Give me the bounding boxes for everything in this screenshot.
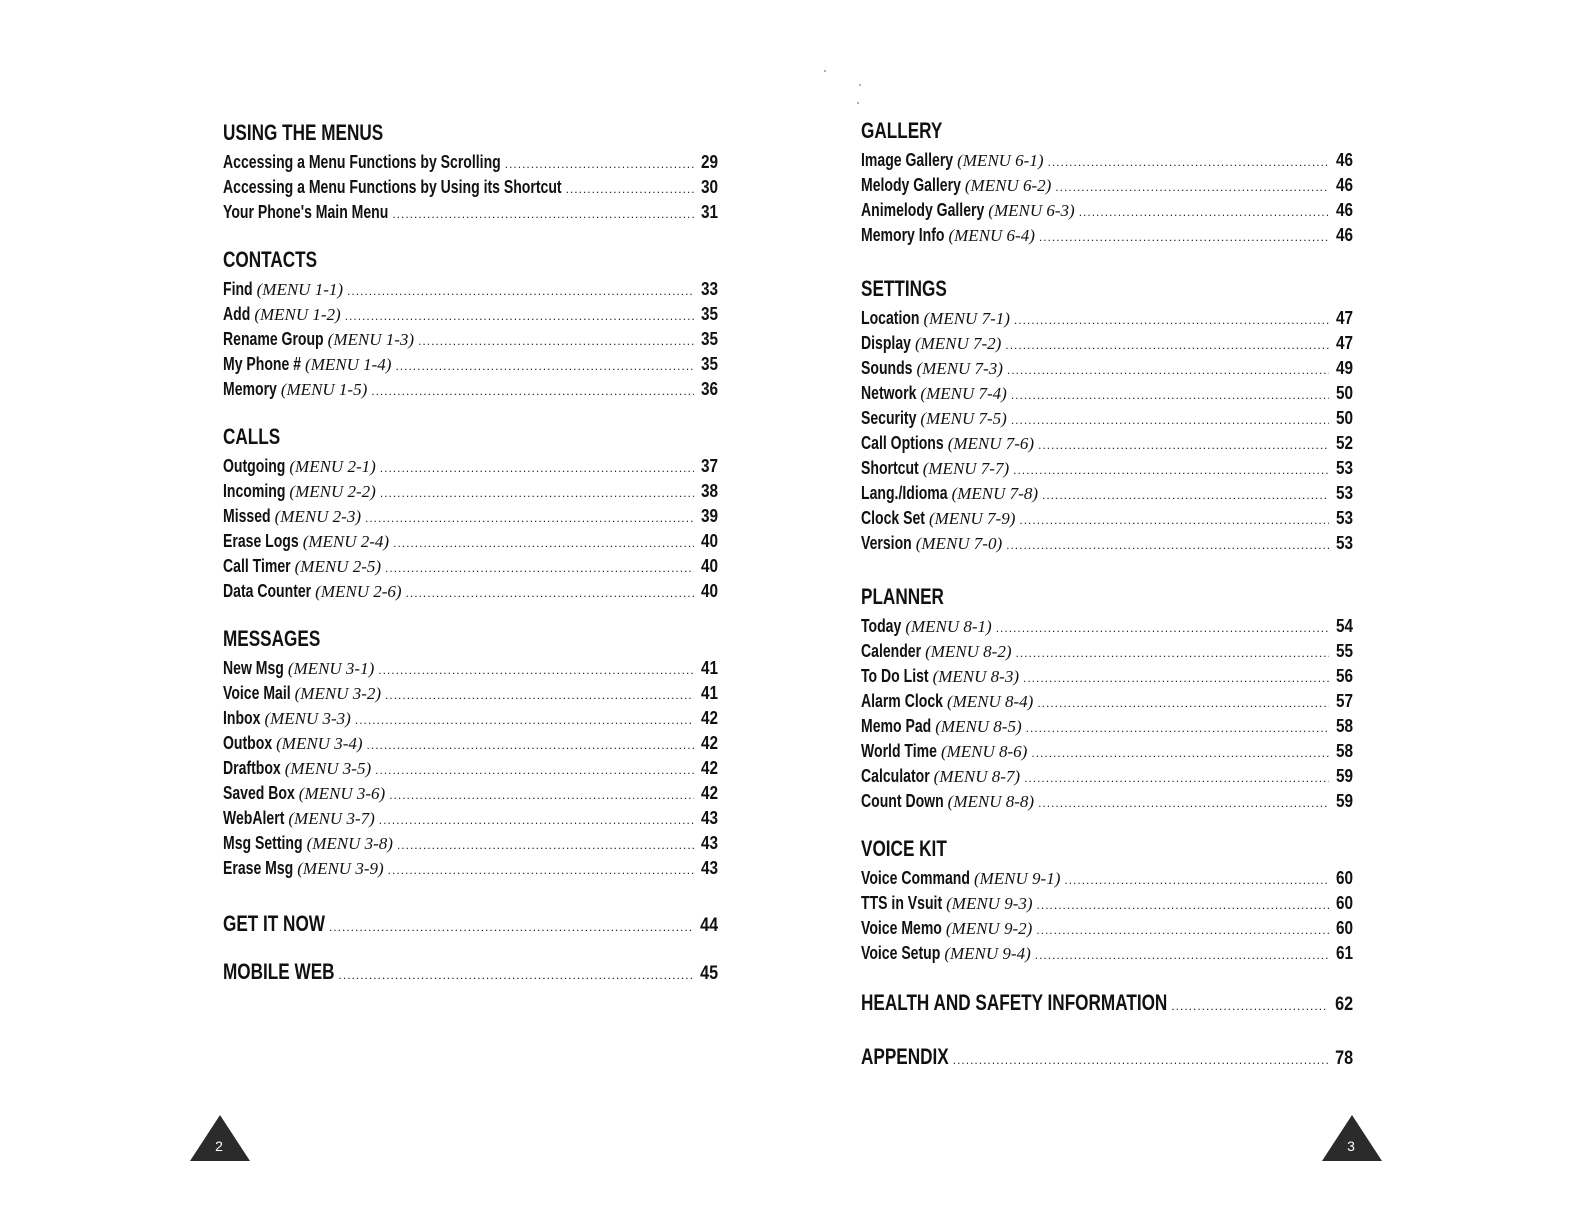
entry-page: 58 xyxy=(1335,741,1353,761)
menu-reference: (MENU 2-2) xyxy=(289,482,376,501)
toc-entry[interactable] xyxy=(861,306,1353,331)
leader-dots xyxy=(367,733,694,758)
toc-entry[interactable] xyxy=(223,554,718,579)
menu-reference: (MENU 6-3) xyxy=(988,201,1075,220)
menu-reference: (MENU 3-4) xyxy=(276,734,363,753)
entry-label: To Do List xyxy=(861,666,929,686)
entry-page: 60 xyxy=(1335,868,1353,888)
menu-reference: (MENU 8-4) xyxy=(946,692,1034,711)
entry-page: 42 xyxy=(700,708,718,728)
menu-reference: (MENU 9-4) xyxy=(944,944,1031,963)
toc-entry[interactable] xyxy=(861,223,1353,248)
entry-label: Calender xyxy=(861,641,922,661)
entry-label: TTS in Vsuit xyxy=(861,893,943,913)
entry-page: 54 xyxy=(1335,616,1353,636)
leader-dots xyxy=(380,456,694,481)
entry-label: GET IT NOW xyxy=(223,911,325,936)
toc-entry[interactable] xyxy=(223,352,718,377)
toc-entry[interactable] xyxy=(861,173,1353,198)
toc-entry-get-it-now[interactable] xyxy=(223,907,718,941)
entry-label: Count Down xyxy=(861,791,944,811)
entry-page: 62 xyxy=(1335,994,1353,1015)
leader-dots xyxy=(1038,791,1329,816)
entry-label: HEALTH AND SAFETY INFORMATION xyxy=(861,990,1168,1015)
leader-dots xyxy=(566,177,694,202)
leader-dots xyxy=(1038,433,1329,458)
toc-entry[interactable] xyxy=(861,356,1353,381)
entry-label: Security xyxy=(861,408,917,428)
menu-reference: (MENU 7-1) xyxy=(923,309,1010,328)
menu-reference: (MENU 7-6) xyxy=(947,434,1035,453)
toc-entry[interactable] xyxy=(861,431,1353,456)
entry-label: Voice Setup xyxy=(861,943,941,963)
menu-reference: (MENU 3-8) xyxy=(306,834,393,853)
toc-section-planner xyxy=(861,582,1353,814)
entry-page: 56 xyxy=(1335,666,1353,686)
leader-dots xyxy=(1006,533,1329,558)
toc-entry[interactable] xyxy=(223,756,718,781)
entry-page: 60 xyxy=(1335,893,1353,913)
menu-reference: (MENU 9-1) xyxy=(973,869,1061,888)
section-title: MESSAGES xyxy=(223,626,321,651)
menu-reference: (MENU 8-3) xyxy=(932,667,1019,686)
toc-entry[interactable] xyxy=(861,481,1353,506)
leader-dots xyxy=(996,616,1329,641)
entry-label: MOBILE WEB xyxy=(223,959,335,984)
entry-label: Clock Set xyxy=(861,508,925,528)
toc-entry[interactable] xyxy=(223,529,718,554)
menu-reference: (MENU 2-4) xyxy=(302,532,390,551)
entry-page: 30 xyxy=(700,177,718,197)
toc-entry[interactable] xyxy=(861,789,1353,814)
entry-page: 57 xyxy=(1335,691,1353,711)
menu-reference: (MENU 8-7) xyxy=(933,767,1021,786)
entry-label: Missed xyxy=(223,506,271,526)
toc-entry[interactable] xyxy=(861,456,1353,481)
leader-dots xyxy=(379,808,694,833)
toc-entry[interactable] xyxy=(223,656,718,681)
scan-speck xyxy=(859,84,861,86)
entry-label: Animelody Gallery xyxy=(861,200,985,220)
entry-label: Add xyxy=(223,304,251,324)
leader-dots xyxy=(378,658,694,683)
entry-page: 43 xyxy=(700,808,718,828)
toc-entry-health-and-safety[interactable] xyxy=(861,986,1353,1020)
menu-reference: (MENU 3-9) xyxy=(297,859,384,878)
leader-dots xyxy=(385,683,694,708)
entry-label: World Time xyxy=(861,741,937,761)
entry-label: Inbox xyxy=(223,708,261,728)
menu-reference: (MENU 8-1) xyxy=(905,617,992,636)
entry-page: 50 xyxy=(1335,408,1353,428)
leader-dots xyxy=(1037,893,1329,918)
menu-reference: (MENU 1-1) xyxy=(256,280,344,299)
entry-page: 35 xyxy=(700,354,718,374)
menu-reference: (MENU 2-1) xyxy=(289,457,376,476)
leader-dots xyxy=(392,202,694,227)
leader-dots xyxy=(397,833,694,858)
menu-reference: (MENU 8-6) xyxy=(940,742,1028,761)
leader-dots xyxy=(1024,766,1329,791)
leader-dots xyxy=(1036,918,1329,943)
toc-entry[interactable] xyxy=(223,504,718,529)
toc-entry[interactable] xyxy=(861,689,1353,714)
leader-dots xyxy=(1079,200,1329,225)
entry-page: 60 xyxy=(1335,918,1353,938)
menu-reference: (MENU 7-5) xyxy=(920,409,1007,428)
entry-page: 55 xyxy=(1335,641,1353,661)
entry-label: Alarm Clock xyxy=(861,691,943,711)
menu-reference: (MENU 3-2) xyxy=(294,684,382,703)
toc-entry[interactable] xyxy=(861,381,1353,406)
entry-label: Location xyxy=(861,308,920,328)
toc-entry[interactable] xyxy=(223,150,718,175)
leader-dots xyxy=(505,152,694,177)
menu-reference: (MENU 2-5) xyxy=(294,557,382,576)
toc-entry[interactable] xyxy=(861,941,1353,966)
entry-page: 31 xyxy=(700,202,718,222)
entry-page: 42 xyxy=(700,733,718,753)
toc-entry[interactable] xyxy=(223,277,718,302)
menu-reference: (MENU 8-5) xyxy=(935,717,1022,736)
entry-label: Accessing a Menu Functions by Using its Shortcut xyxy=(223,177,562,197)
menu-reference: (MENU 3-1) xyxy=(287,659,375,678)
section-title: VOICE KIT xyxy=(861,836,947,861)
toc-section-calls xyxy=(223,422,718,604)
entry-label: Image Gallery xyxy=(861,150,954,170)
menu-reference: (MENU 3-6) xyxy=(298,784,386,803)
toc-entry[interactable] xyxy=(861,198,1353,223)
menu-reference: (MENU 3-7) xyxy=(288,809,375,828)
section-title: GALLERY xyxy=(861,118,943,143)
entry-label: Version xyxy=(861,533,912,553)
entry-label: New Msg xyxy=(223,658,284,678)
leader-dots xyxy=(395,354,694,379)
leader-dots xyxy=(418,329,694,354)
leader-dots xyxy=(1011,383,1329,408)
entry-page: 49 xyxy=(1335,358,1353,378)
leader-dots xyxy=(1048,150,1329,175)
toc-entry[interactable] xyxy=(223,454,718,479)
entry-label: Data Counter xyxy=(223,581,312,601)
leader-dots xyxy=(1064,868,1329,893)
entry-page: 59 xyxy=(1335,766,1353,786)
entry-page: 29 xyxy=(700,152,718,172)
menu-reference: (MENU 7-9) xyxy=(928,509,1016,528)
menu-reference: (MENU 9-2) xyxy=(945,919,1033,938)
leader-dots xyxy=(1014,308,1329,333)
entry-label: Outgoing xyxy=(223,456,286,476)
toc-entry[interactable] xyxy=(861,739,1353,764)
toc-section-gallery xyxy=(861,116,1353,248)
entry-label: Outbox xyxy=(223,733,273,753)
toc-entry[interactable] xyxy=(223,681,718,706)
toc-entry[interactable] xyxy=(223,579,718,604)
leader-dots xyxy=(345,304,694,329)
entry-page: 43 xyxy=(700,833,718,853)
entry-label: Saved Box xyxy=(223,783,295,803)
toc-entry[interactable] xyxy=(223,175,718,200)
entry-label: Lang./Idioma xyxy=(861,483,948,503)
entry-label: Erase Msg xyxy=(223,858,294,878)
toc-entry[interactable] xyxy=(861,714,1353,739)
entry-label: Voice Memo xyxy=(861,918,942,938)
leader-dots xyxy=(1037,691,1329,716)
entry-page: 50 xyxy=(1335,383,1353,403)
menu-reference: (MENU 8-2) xyxy=(925,642,1012,661)
menu-reference: (MENU 9-3) xyxy=(946,894,1033,913)
leader-dots xyxy=(388,858,694,883)
toc-entry[interactable] xyxy=(223,200,718,225)
menu-reference: (MENU 3-3) xyxy=(264,709,351,728)
entry-page: 33 xyxy=(700,279,718,299)
toc-entry[interactable] xyxy=(223,806,718,831)
toc-entry[interactable] xyxy=(223,731,718,756)
toc-entry[interactable] xyxy=(223,302,718,327)
leader-dots xyxy=(375,758,694,783)
entry-label: Voice Command xyxy=(861,868,970,888)
leader-dots xyxy=(347,279,694,304)
section-title: CALLS xyxy=(223,424,281,449)
entry-page: 47 xyxy=(1335,333,1353,353)
entry-page: 36 xyxy=(700,379,718,399)
toc-entry[interactable] xyxy=(861,331,1353,356)
menu-reference: (MENU 6-4) xyxy=(948,226,1035,245)
entry-page: 53 xyxy=(1335,533,1353,553)
toc-entry[interactable] xyxy=(223,856,718,881)
entry-label: Call Options xyxy=(861,433,944,453)
leader-dots xyxy=(380,481,694,506)
leader-dots xyxy=(339,958,693,992)
leader-dots xyxy=(1016,641,1329,666)
menu-reference: (MENU 1-2) xyxy=(254,305,341,324)
entry-page: 53 xyxy=(1335,458,1353,478)
entry-label: Memory xyxy=(223,379,277,399)
scan-speck xyxy=(824,70,826,72)
entry-page: 46 xyxy=(1335,150,1353,170)
entry-page: 46 xyxy=(1335,200,1353,220)
leader-dots xyxy=(1011,408,1329,433)
entry-label: Your Phone's Main Menu xyxy=(223,202,389,222)
toc-entry[interactable] xyxy=(223,479,718,504)
entry-page: 42 xyxy=(700,758,718,778)
menu-reference: (MENU 2-6) xyxy=(315,582,402,601)
menu-reference: (MENU 7-2) xyxy=(914,334,1002,353)
entry-label: Display xyxy=(861,333,911,353)
leader-dots xyxy=(1026,716,1329,741)
toc-entry[interactable] xyxy=(223,706,718,731)
toc-entry[interactable] xyxy=(223,781,718,806)
toc-entry[interactable] xyxy=(861,916,1353,941)
entry-page: 52 xyxy=(1335,433,1353,453)
leader-dots xyxy=(406,581,694,606)
entry-label: Memory Info xyxy=(861,225,945,245)
entry-page: 40 xyxy=(700,531,718,551)
entry-page: 41 xyxy=(700,658,718,678)
entry-page: 44 xyxy=(700,915,718,936)
menu-reference: (MENU 7-8) xyxy=(951,484,1038,503)
entry-label: Msg Setting xyxy=(223,833,303,853)
entry-label: Voice Mail xyxy=(223,683,291,703)
entry-page: 43 xyxy=(700,858,718,878)
toc-entry-mobile-web[interactable] xyxy=(223,955,718,989)
section-title: SETTINGS xyxy=(861,276,947,301)
toc-section-using-the-menus xyxy=(223,118,718,225)
toc-entry[interactable] xyxy=(861,506,1353,531)
entry-label: APPENDIX xyxy=(861,1044,949,1069)
leader-dots xyxy=(1007,358,1329,383)
entry-page: 35 xyxy=(700,304,718,324)
entry-page: 37 xyxy=(700,456,718,476)
leader-dots xyxy=(389,783,694,808)
leader-dots xyxy=(1013,458,1329,483)
leader-dots xyxy=(393,531,694,556)
toc-section-contacts xyxy=(223,245,718,402)
entry-label: Calculator xyxy=(861,766,930,786)
toc-entry[interactable] xyxy=(223,831,718,856)
leader-dots xyxy=(1055,175,1329,200)
leader-dots xyxy=(385,556,694,581)
toc-entry[interactable] xyxy=(861,614,1353,639)
toc-entry[interactable] xyxy=(861,406,1353,431)
leader-dots xyxy=(1005,333,1329,358)
leader-dots xyxy=(355,708,694,733)
entry-page: 53 xyxy=(1335,483,1353,503)
menu-reference: (MENU 6-1) xyxy=(957,151,1044,170)
leader-dots xyxy=(1023,666,1329,691)
entry-page: 53 xyxy=(1335,508,1353,528)
entry-label: Melody Gallery xyxy=(861,175,961,195)
entry-page: 46 xyxy=(1335,175,1353,195)
leader-dots xyxy=(1039,225,1329,250)
entry-page: 46 xyxy=(1335,225,1353,245)
entry-page: 38 xyxy=(700,481,718,501)
leader-dots xyxy=(953,1043,1328,1077)
menu-reference: (MENU 6-2) xyxy=(964,176,1052,195)
entry-label: Sounds xyxy=(861,358,913,378)
entry-page: 42 xyxy=(700,783,718,803)
menu-reference: (MENU 7-7) xyxy=(922,459,1010,478)
entry-page: 40 xyxy=(700,556,718,576)
toc-section-messages xyxy=(223,624,718,881)
toc-entry[interactable] xyxy=(861,531,1353,556)
entry-page: 39 xyxy=(700,506,718,526)
leader-dots xyxy=(1019,508,1329,533)
left-toc-column xyxy=(223,118,718,989)
entry-page: 35 xyxy=(700,329,718,349)
menu-reference: (MENU 1-5) xyxy=(280,380,368,399)
scan-speck xyxy=(857,102,859,104)
toc-entry[interactable] xyxy=(223,377,718,402)
entry-label: Incoming xyxy=(223,481,286,501)
entry-label: Call Timer xyxy=(223,556,291,576)
toc-entry-appendix[interactable] xyxy=(861,1040,1353,1074)
menu-reference: (MENU 7-0) xyxy=(915,534,1003,553)
entry-label: Find xyxy=(223,279,253,299)
leader-dots xyxy=(371,379,694,404)
menu-reference: (MENU 8-8) xyxy=(947,792,1035,811)
leader-dots xyxy=(1042,483,1329,508)
entry-page: 78 xyxy=(1335,1048,1353,1069)
entry-page: 61 xyxy=(1335,943,1353,963)
entry-label: WebAlert xyxy=(223,808,285,828)
menu-reference: (MENU 1-4) xyxy=(305,355,392,374)
right-toc-column xyxy=(861,116,1353,1074)
toc-section-voice-kit xyxy=(861,834,1353,966)
entry-page: 40 xyxy=(700,581,718,601)
toc-entry[interactable] xyxy=(861,148,1353,173)
toc-entry[interactable] xyxy=(223,327,718,352)
toc-entry[interactable] xyxy=(861,866,1353,891)
toc-entry[interactable] xyxy=(861,764,1353,789)
entry-label: Network xyxy=(861,383,917,403)
entry-label: Accessing a Menu Functions by Scrolling xyxy=(223,152,501,172)
menu-reference: (MENU 1-3) xyxy=(327,330,415,349)
section-title: USING THE MENUS xyxy=(223,120,384,145)
entry-page: 45 xyxy=(700,963,718,984)
entry-page: 58 xyxy=(1335,716,1353,736)
entry-page: 41 xyxy=(700,683,718,703)
leader-dots xyxy=(1035,943,1329,968)
menu-reference: (MENU 7-3) xyxy=(916,359,1003,378)
toc-entry[interactable] xyxy=(861,639,1353,664)
leader-dots xyxy=(329,910,693,944)
menu-reference: (MENU 7-4) xyxy=(920,384,1007,403)
entry-page: 59 xyxy=(1335,791,1353,811)
section-title: CONTACTS xyxy=(223,247,318,272)
entry-label: Rename Group xyxy=(223,329,324,349)
page-number: 2 xyxy=(215,1138,223,1154)
entry-label: Shortcut xyxy=(861,458,919,478)
entry-label: Memo Pad xyxy=(861,716,932,736)
entry-label: Draftbox xyxy=(223,758,281,778)
entry-label: Today xyxy=(861,616,902,636)
leader-dots xyxy=(365,506,694,531)
toc-entry[interactable] xyxy=(861,891,1353,916)
page-number: 3 xyxy=(1347,1138,1355,1154)
entry-label: My Phone # xyxy=(223,354,302,374)
menu-reference: (MENU 3-5) xyxy=(284,759,372,778)
section-title: PLANNER xyxy=(861,584,944,609)
toc-section-settings xyxy=(861,274,1353,556)
leader-dots xyxy=(1171,989,1328,1023)
entry-label: Erase Logs xyxy=(223,531,299,551)
entry-page: 47 xyxy=(1335,308,1353,328)
leader-dots xyxy=(1031,741,1329,766)
toc-entry[interactable] xyxy=(861,664,1353,689)
menu-reference: (MENU 2-3) xyxy=(274,507,362,526)
